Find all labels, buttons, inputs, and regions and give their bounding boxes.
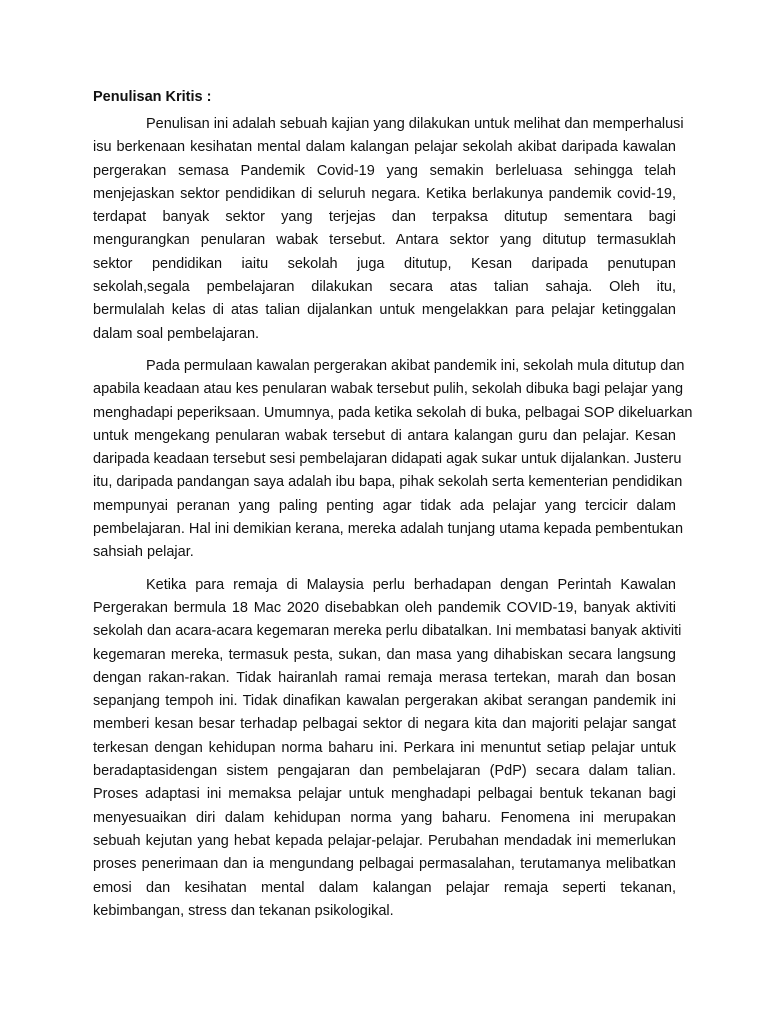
text-line: sekolah,segala pembelajaran dilakukan secara atas talian sahaja. Oleh itu,	[93, 279, 676, 296]
text-line: terkesan dengan kehidupan norma baharu ini. Perkara ini menuntut setiap pelajar untuk	[93, 739, 676, 756]
text-line: pembelajaran. Hal ini demikian kerana, mereka adalah tunjang utama kepada pembentukan	[93, 521, 684, 538]
text-line: sahsiah pelajar.	[93, 544, 194, 561]
text-line: Proses adaptasi ini memaksa pelajar untuk menghadapi pelbagai bentuk tekanan bagi	[93, 786, 676, 803]
text-line: apabila keadaan atau kes penularan wabak tersebut pulih, sekolah dibuka bagi pelajar yang	[93, 381, 684, 398]
paragraph-3	[93, 574, 682, 923]
text-line: Pada permulaan kawalan pergerakan akibat pandemik ini, sekolah mula ditutup dan	[146, 357, 685, 374]
section-heading: Penulisan Kritis :	[93, 89, 212, 105]
text-line: sebuah kejutan yang hebat kepada pelajar-pelajar. Perubahan mendadak ini memerlukan	[93, 832, 676, 849]
text-line: untuk mengekang penularan wabak tersebut di antara kalangan guru dan pelajar. Kesan	[93, 427, 676, 444]
text-line: beradaptasidengan sistem pengajaran dan pembelajaran (PdP) secara dalam talian.	[93, 763, 676, 780]
text-line: sepanjang tempoh ini. Tidak dinafikan kawalan pergerakan akibat serangan pandemik ini	[93, 693, 676, 710]
text-line: emosi dan kesihatan mental dalam kalangan pelajar remaja seperti tekanan,	[93, 879, 676, 896]
paragraph-1	[93, 113, 684, 346]
paragraph-2	[93, 355, 693, 565]
text-line: isu berkenaan kesihatan mental dalam kalangan pelajar sekolah akibat daripada kawalan	[93, 139, 676, 156]
text-line: dengan rakan-rakan. Tidak hairanlah ramai remaja merasa tertekan, marah dan bosan	[93, 669, 676, 686]
body-text	[93, 113, 693, 923]
text-line: menjejaskan sektor pendidikan di seluruh negara. Ketika berlakunya pandemik covid-19,	[93, 185, 676, 202]
text-line: Ketika para remaja di Malaysia perlu berhadapan dengan Perintah Kawalan	[146, 576, 676, 593]
text-line: sekolah dan acara-acara kegemaran mereka perlu dibatalkan. Ini membatasi banyak aktiviti	[93, 623, 682, 640]
text-line: menyesuaikan diri dalam kehidupan norma yang baharu. Fenomena ini merupakan	[93, 809, 676, 826]
text-line: menghadapi peperiksaan. Umumnya, pada ketika sekolah di buka, pelbagai SOP dikeluarkan	[93, 404, 693, 421]
text-line: bermulalah kelas di atas talian dijalankan untuk mengelakkan para pelajar ketinggalan	[93, 302, 676, 319]
text-line: memberi kesan besar terhadap pelbagai sektor di negara kita dan majoriti pelajar sangat	[93, 716, 676, 733]
text-line: terdapat banyak sektor yang terjejas dan terpaksa ditutup sementara bagi	[93, 209, 676, 226]
text-line: pergerakan semasa Pandemik Covid-19 yang semakin berleluasa sehingga telah	[93, 162, 676, 179]
text-line: dalam soal pembelajaran.	[93, 325, 260, 342]
text-line: kegemaran mereka, termasuk pesta, sukan, dan masa yang dihabiskan secara langsung	[93, 646, 676, 663]
text-line: itu, daripada pandangan saya adalah ibu bapa, pihak sekolah serta kementerian pendidikan	[93, 474, 683, 491]
text-line: proses penerimaan dan ia mengundang pelbagai permasalahan, terutamanya melibatkan	[93, 856, 676, 873]
text-line: sektor pendidikan iaitu sekolah juga ditutup, Kesan daripada penutupan	[93, 255, 676, 272]
text-line: daripada keadaan tersebut sesi pembelajaran didapati agak sukar untuk dijalankan. Justeru	[93, 451, 682, 468]
text-line: mengurangkan penularan wabak tersebut. Antara sektor yang ditutup termasuklah	[93, 232, 676, 249]
text-line: kebimbangan, stress dan tekanan psikologikal.	[93, 902, 394, 919]
text-line: Pergerakan bermula 18 Mac 2020 disebabkan oleh pandemik COVID-19, banyak aktiviti	[93, 599, 676, 616]
text-line: mempunyai peranan yang paling penting agar tidak ada pelajar yang tercicir dalam	[93, 497, 676, 514]
text-line: Penulisan ini adalah sebuah kajian yang dilakukan untuk melihat dan memperhalusi	[146, 116, 684, 132]
